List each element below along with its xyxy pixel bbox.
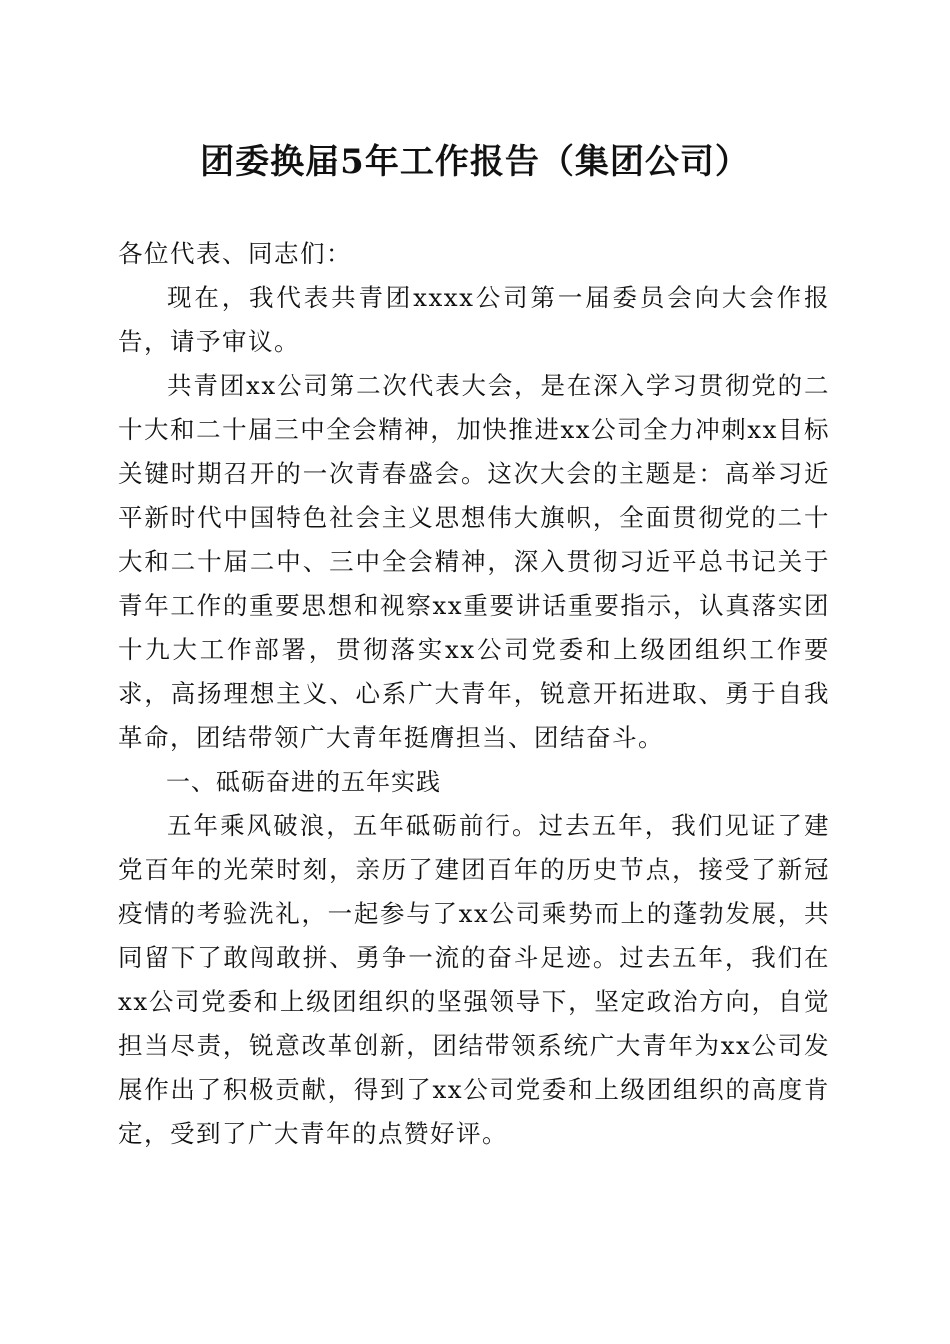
document-title: 团委换届5年工作报告（集团公司） <box>200 142 750 182</box>
paragraph-intro: 现在，我代表共青团xxxx公司第一届委员会向大会作报告，请予审议。 <box>118 283 830 356</box>
paragraph-five-years: 五年乘风破浪，五年砥砺前行。过去五年，我们见证了建党百年的光荣时刻，亲历了建团百年的历史节点，接受了新冠疫情的考验洗礼，一起参与了xx公司乘势而上的蓬勃发展，共同留下了敢闯敢拼、勇争一流的奋斗足迹。过去五年，我们在xx公司党委和上级团组织的坚强领导下，坚定政治方向，自觉担当尽责，锐意改革创新，团结带领系统广大青年为xx公司发展作出了积极贡献，得到了xx公司党委和上级团组织的高度肯定，受到了广大青年的点赞好评。 <box>118 811 830 1148</box>
document-body <box>118 232 830 1156</box>
salutation: 各位代表、同志们： <box>118 239 352 268</box>
paragraph-theme: 共青团xx公司第二次代表大会，是在深入学习贯彻党的二十大和二十届三中全会精神，加快推进xx公司全力冲刺xx目标关键时期召开的一次青春盛会。这次大会的主题是：高举习近平新时代中国特色社会主义思想伟大旗帜，全面贯彻党的二十大和二十届二中、三中全会精神，深入贯彻习近平总书记关于青年工作的重要思想和视察xx重要讲话重要指示，认真落实团十九大工作部署，贯彻落实xx公司党委和上级团组织工作要求，高扬理想主义、心系广大青年，锐意开拓进取、勇于自我革命，团结带领广大青年挺膺担当、团结奋斗。 <box>118 371 830 752</box>
section-heading: 一、砥砺奋进的五年实践 <box>166 768 441 796</box>
